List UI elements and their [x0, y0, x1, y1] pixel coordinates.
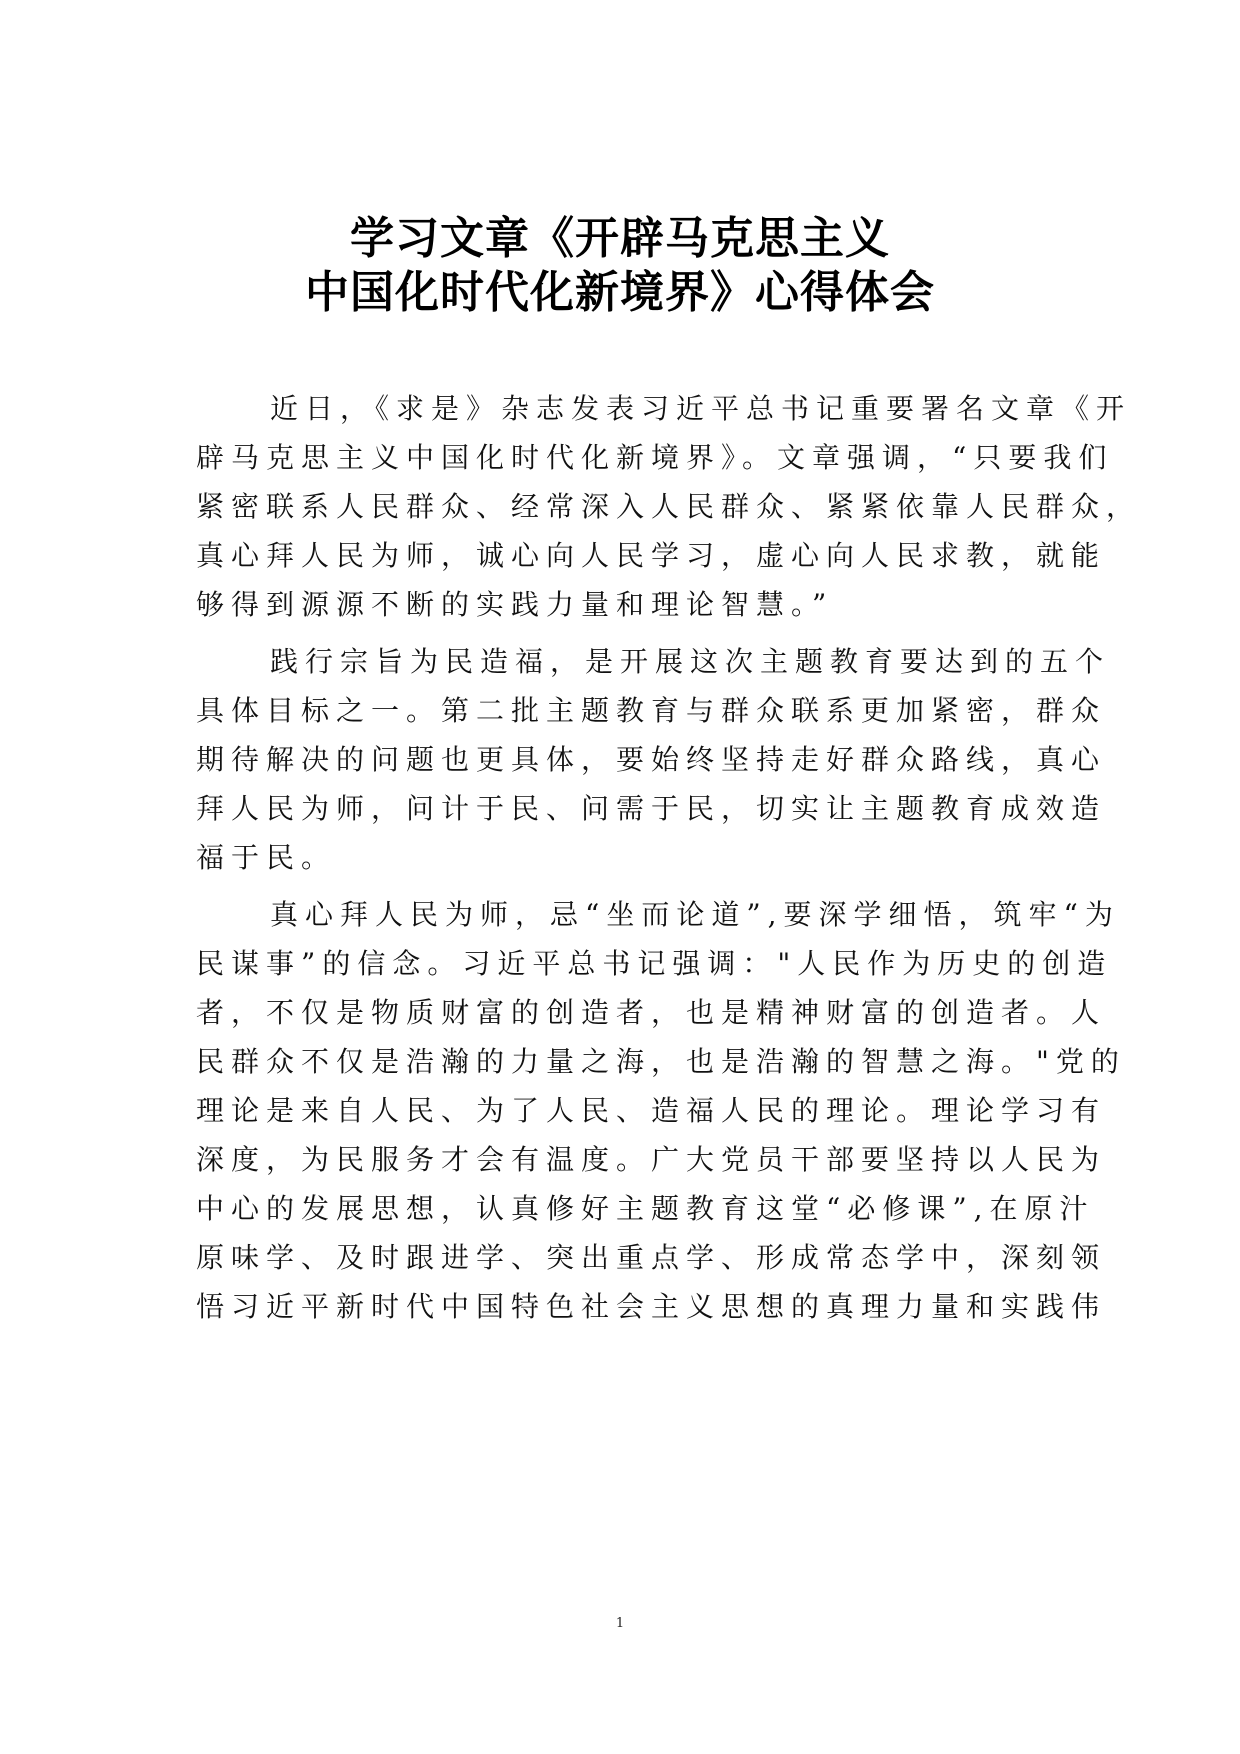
paragraph-2: [196, 637, 1111, 882]
paragraph-line: 够得到源源不断的实践力量和理论智慧。”: [196, 588, 834, 621]
paragraph-line: 民谋事”的信念。习近平总书记强调："人民作为历史的创造: [196, 947, 1113, 980]
paragraph-line: 具体目标之一。第二批主题教育与群众联系更加紧密，群众: [196, 694, 1107, 727]
document-body: [196, 384, 1142, 1339]
paragraph-line: 辟马克思主义中国化时代化新境界》。文章强调，“只要我们: [196, 441, 1114, 474]
title-line-1: 学习文章《开辟马克思主义: [350, 213, 890, 264]
paragraph-line: 福于民。: [196, 841, 337, 874]
title-line-2: 中国化时代化新境界》心得体会: [305, 267, 935, 318]
paragraph-line: 悟习近平新时代中国特色社会主义思想的真理力量和实践伟: [196, 1290, 1107, 1323]
paragraph-line: 中心的发展思想，认真修好主题教育这堂“必修课”,在原汁: [196, 1192, 1095, 1225]
paragraph-line: 践行宗旨为民造福，是开展这次主题教育要达到的五个: [270, 645, 1111, 678]
paragraph-line: 真心拜人民为师，忌“坐而论道”,要深学细悟，筑牢“为: [270, 898, 1120, 931]
paragraph-line: 近日，《求是》杂志发表习近平总书记重要署名文章《开: [270, 392, 1132, 425]
paragraph-line: 期待解决的问题也更具体，要始终坚持走好群众路线，真心: [196, 743, 1107, 776]
paragraph-line: 拜人民为师，问计于民、问需于民，切实让主题教育成效造: [196, 792, 1107, 825]
paragraph-line: 紧密联系人民群众、经常深入人民群众、紧紧依靠人民群众，: [196, 490, 1142, 523]
paragraph-1: [196, 384, 1142, 629]
page-number: 1: [615, 1616, 625, 1631]
paragraph-3: [196, 890, 1126, 1331]
paragraph-line: 原味学、及时跟进学、突出重点学、形成常态学中，深刻领: [196, 1241, 1107, 1274]
paragraph-line: 者，不仅是物质财富的创造者，也是精神财富的创造者。人: [196, 996, 1107, 1029]
paragraph-line: 理论是来自人民、为了人民、造福人民的理论。理论学习有: [196, 1094, 1107, 1127]
paragraph-line: 深度，为民服务才会有温度。广大党员干部要坚持以人民为: [196, 1143, 1107, 1176]
paragraph-line: 民群众不仅是浩瀚的力量之海，也是浩瀚的智慧之海。"党的: [196, 1045, 1126, 1078]
document-title: [0, 212, 1240, 320]
paragraph-line: 真心拜人民为师，诚心向人民学习，虚心向人民求教，就能: [196, 539, 1107, 572]
